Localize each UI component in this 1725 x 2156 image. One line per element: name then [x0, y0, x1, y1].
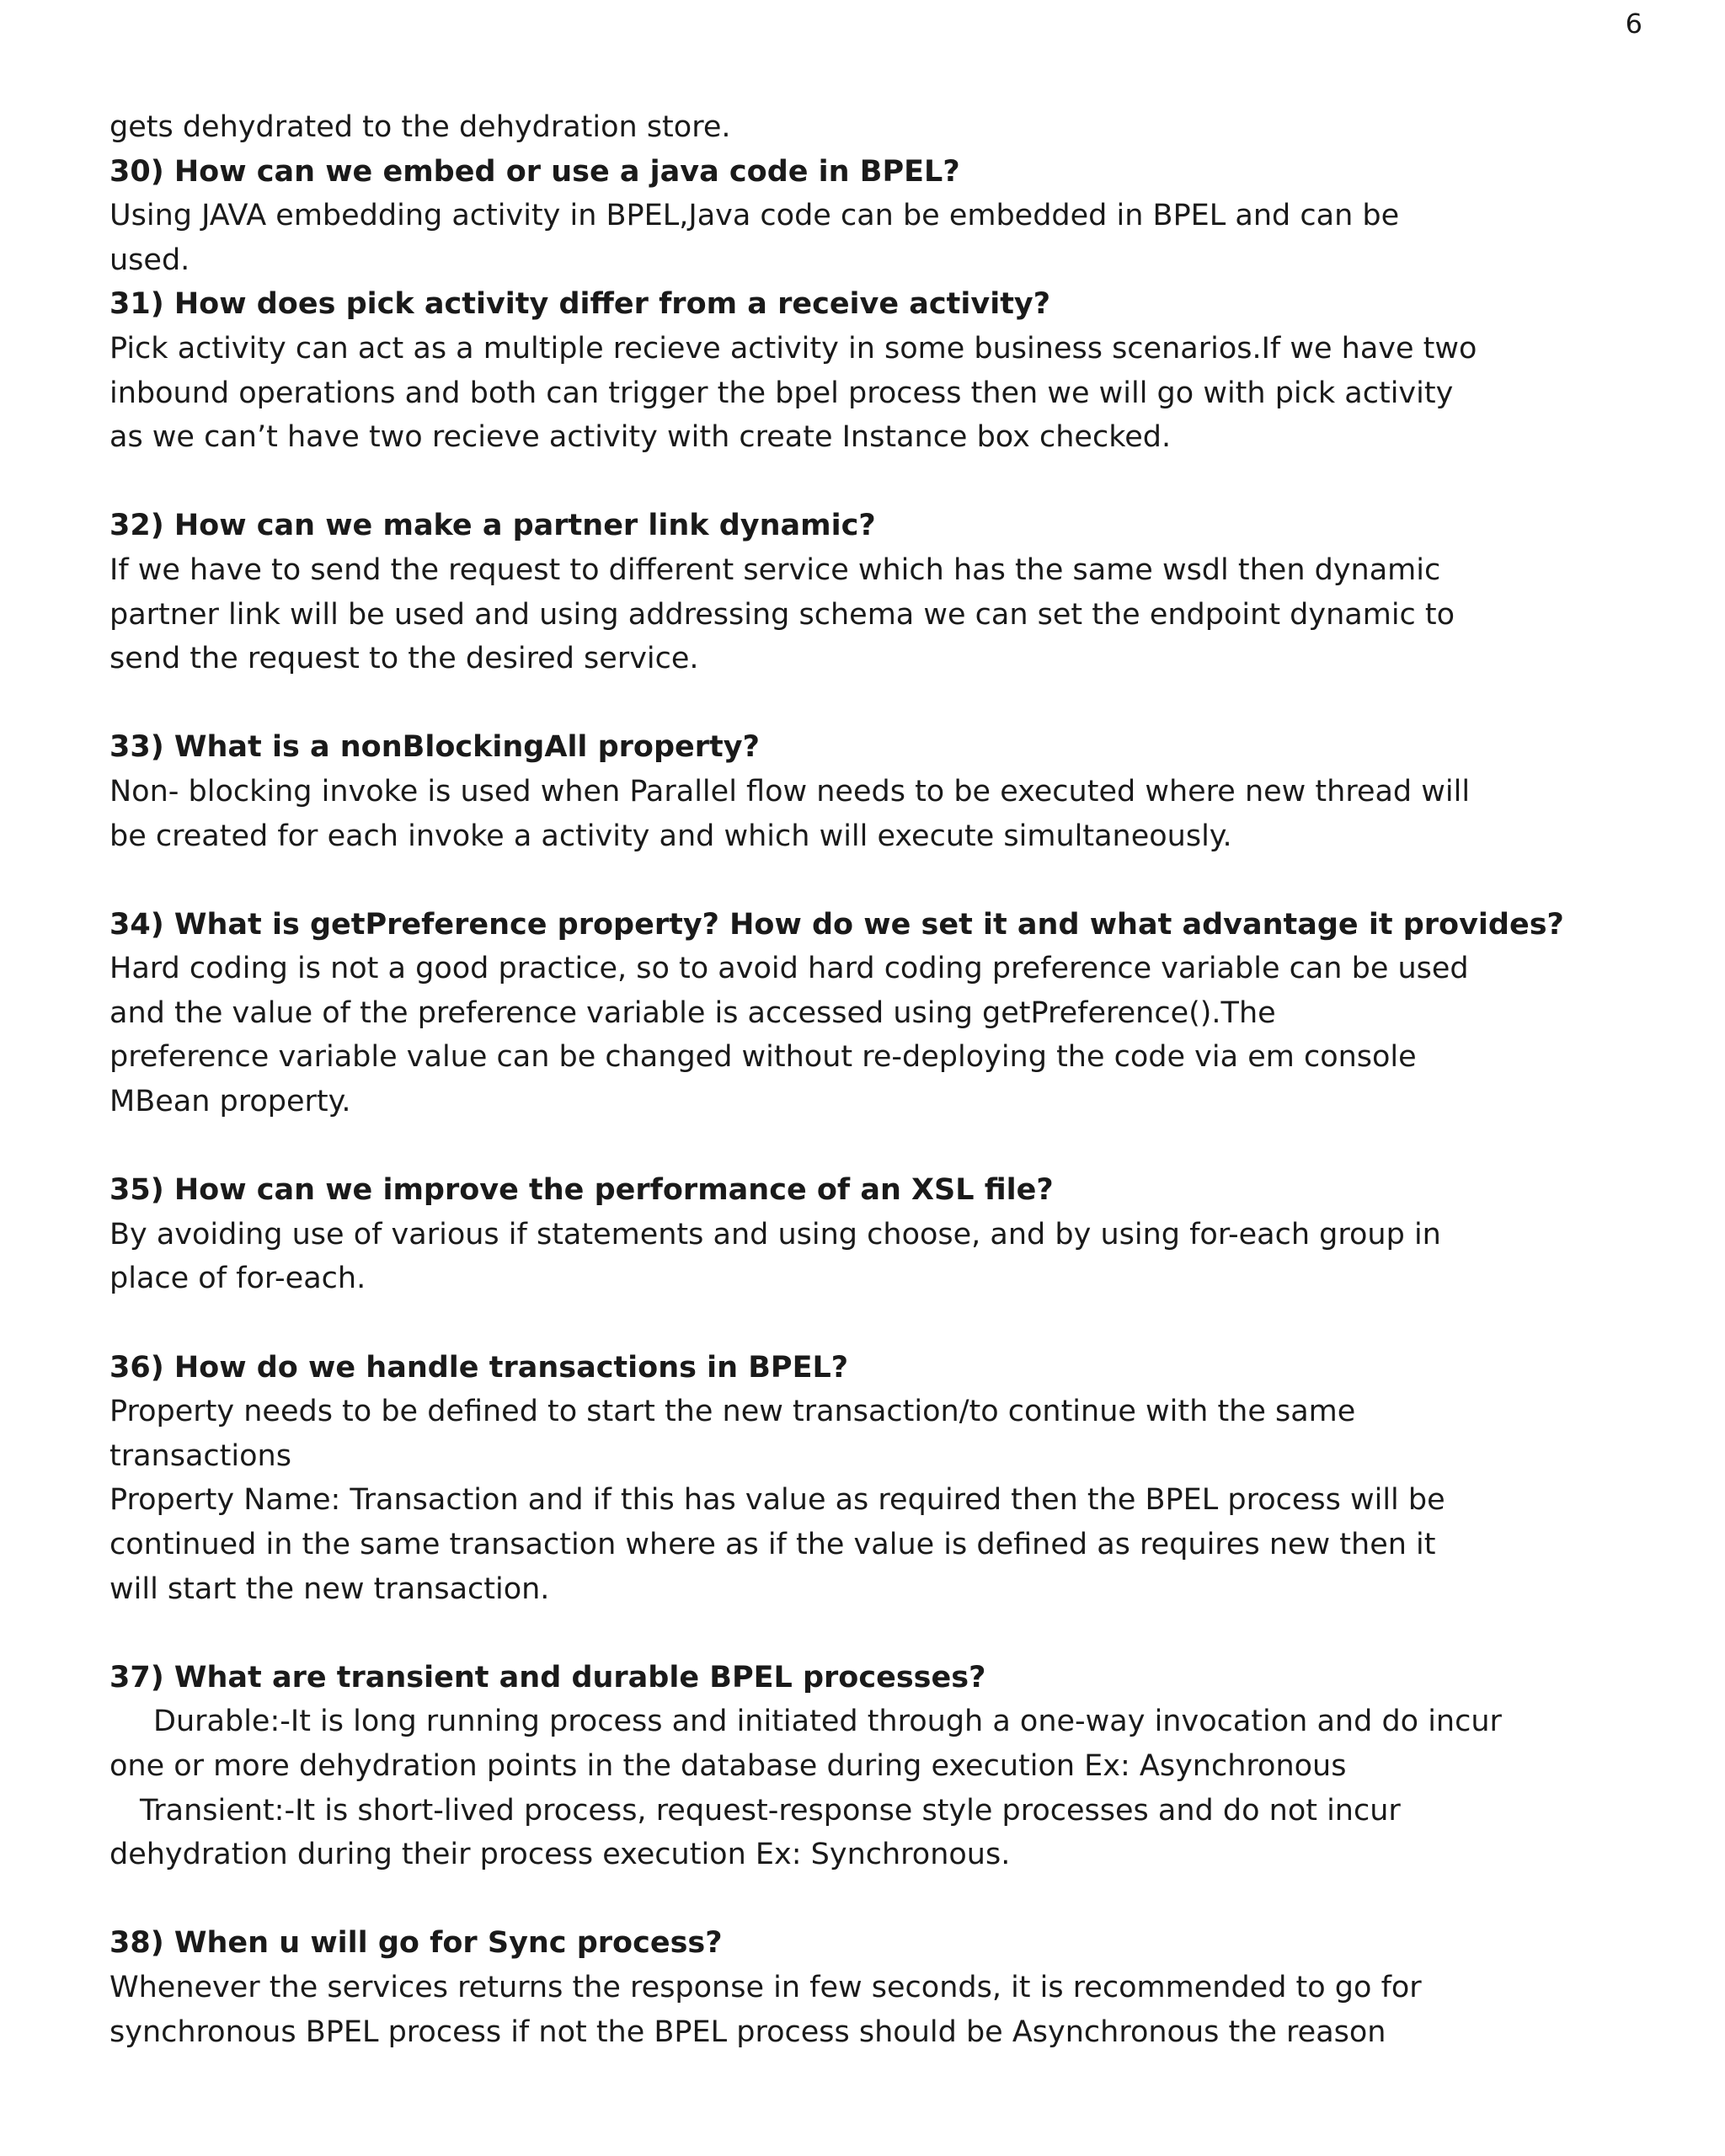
blank-line [109, 1124, 1634, 1169]
answer-text-line: as we can’t have two recieve activity with create Instance box checked. [109, 420, 1172, 455]
question-heading: 37) What are transient and durable BPEL processes? [109, 1660, 986, 1694]
question-heading: 33) What is a nonBlockingAll property? [109, 730, 760, 765]
answer-text-line: send the request to the desired service. [109, 642, 699, 676]
answer-text-line: be created for each invoke a activity and which will execute simultaneously. [109, 819, 1232, 853]
answer-text-line: dehydration during their process execution Ex: Synchronous. [109, 1838, 1011, 1872]
blank-line [109, 460, 1634, 504]
answer-text-line: Using JAVA embedding activity in BPEL,Java code can be embedded in BPEL and can be [109, 199, 1400, 233]
blank-line [109, 1611, 1634, 1656]
question-heading: 30) How can we embed or use a java code in BPEL? [109, 154, 960, 189]
answer-text-line: inbound operations and both can trigger the bpel process then we will go with pick activity [109, 376, 1454, 410]
answer-text-line: synchronous BPEL process if not the BPEL process should be Asynchronous the reason [109, 2015, 1386, 2049]
answer-text-line: Hard coding is not a good practice, so to avoid hard coding preference variable can be used [109, 952, 1469, 986]
answer-text-line: transactions [109, 1438, 291, 1473]
blank-line [109, 858, 1634, 903]
answer-text-line: preference variable value can be changed without re-deploying the code via em console [109, 1040, 1417, 1075]
question-heading: 38) When u will go for Sync process? [109, 1926, 723, 1961]
document-body [109, 105, 1634, 2054]
blank-line [109, 681, 1634, 726]
answer-text-line: used. [109, 243, 190, 277]
question-heading: 35) How can we improve the performance of an XSL file? [109, 1173, 1054, 1208]
question-heading: 31) How does pick activity differ from a receive activity? [109, 287, 1051, 322]
answer-text-line: Non- blocking invoke is used when Parallel flow needs to be executed where new thread will [109, 774, 1471, 808]
answer-text-line: Durable:-It is long running process and initiated through a one-way invocation and do incur [153, 1705, 1502, 1739]
page-number: 6 [1625, 8, 1642, 40]
answer-text-line: Transient:-It is short-lived process, request-response style processes and do not incur [140, 1793, 1401, 1828]
answer-text-line: Property Name: Transaction and if this has value as required then the BPEL process will be [109, 1483, 1445, 1518]
question-heading: 36) How do we handle transactions in BPEL? [109, 1350, 849, 1385]
answer-text-line: partner link will be used and using addressing schema we can set the endpoint dynamic to [109, 597, 1455, 632]
answer-text-line: Pick activity can act as a multiple recieve activity in some business scenarios.If we have two [109, 331, 1477, 366]
answer-text-line: Whenever the services returns the response in few seconds, it is recommended to go for [109, 1970, 1422, 2004]
answer-text-line: If we have to send the request to different service which has the same wsdl then dynamic [109, 552, 1441, 587]
question-heading: 32) How can we make a partner link dynamic? [109, 509, 876, 543]
blank-line [109, 1301, 1634, 1346]
answer-text-line: one or more dehydration points in the database during execution Ex: Asynchronous [109, 1748, 1347, 1783]
answer-text-line: gets dehydrated to the dehydration store. [109, 110, 731, 144]
answer-text-line: MBean property. [109, 1085, 351, 1119]
answer-text-line: Property needs to be defined to start the new transaction/to continue with the same [109, 1395, 1356, 1429]
answer-text-line: continued in the same transaction where as if the value is defined as requires new then it [109, 1528, 1436, 1561]
answer-text-line: place of for-each. [109, 1262, 366, 1296]
answer-text-line: By avoiding use of various if statements and using choose, and by using for-each group in [109, 1217, 1441, 1251]
blank-line [109, 1877, 1634, 1922]
answer-text-line: will start the new transaction. [109, 1572, 550, 1606]
answer-text-line: and the value of the preference variable is accessed using getPreference().The [109, 995, 1276, 1030]
question-heading: 34) What is getPreference property? How do we set it and what advantage it provides? [109, 907, 1564, 942]
